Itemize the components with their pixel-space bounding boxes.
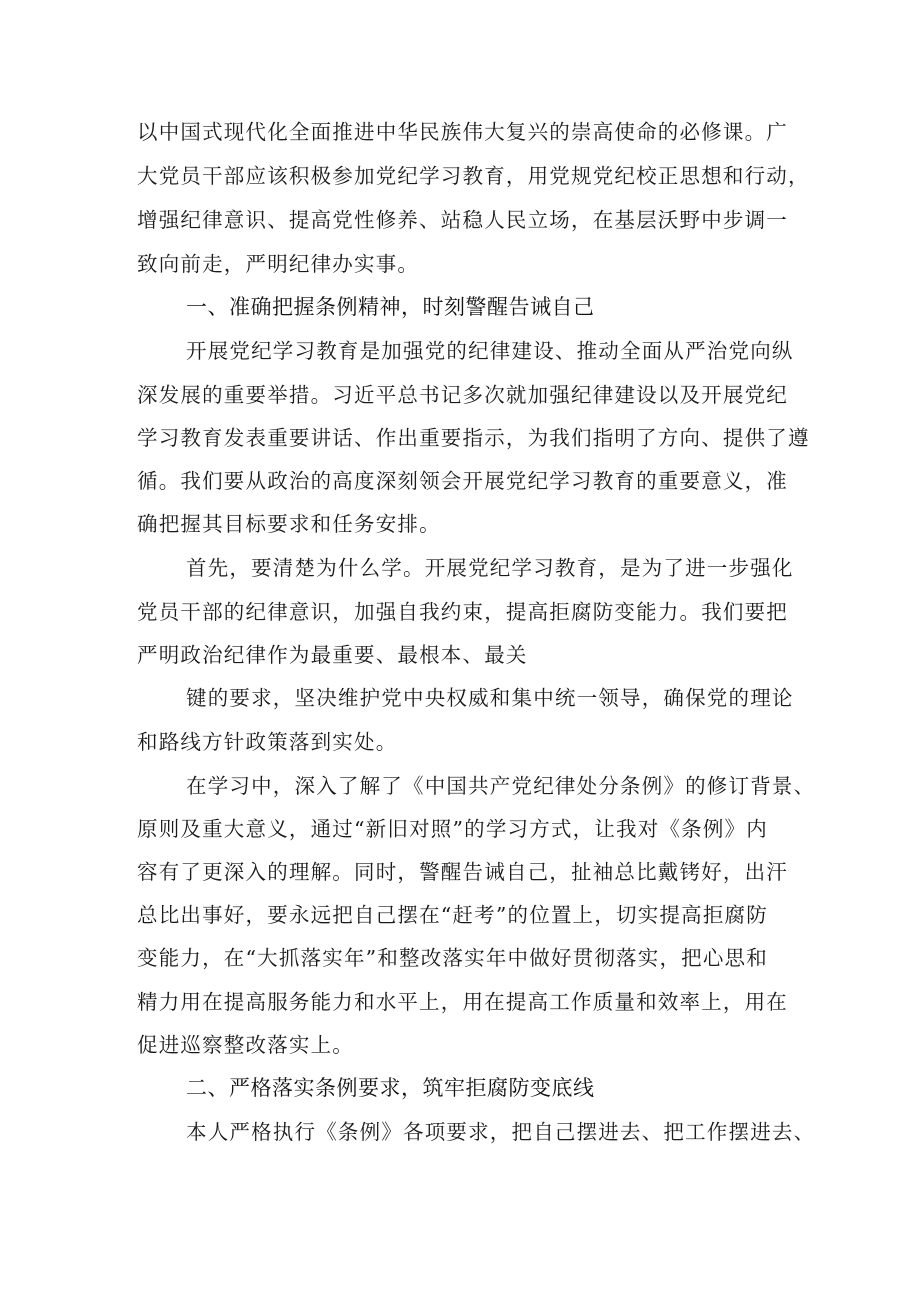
paragraph-line: 本人严格执行《条例》各项要求，把自己摆进去、把工作摆进去、 [186, 1120, 816, 1144]
paragraph-line: 致向前走，严明纪律办实事。 [137, 252, 420, 276]
section-heading-2: 二、严格落实条例要求，筑牢拒腐防变底线 [186, 1076, 595, 1100]
paragraph-line: 容有了更深入的理解。同时，警醒告诫自己，扯袖总比戴铐好，出汗 [137, 860, 788, 884]
paragraph-line: 深发展的重要举措。习近平总书记多次就加强纪律建设以及开展党纪 [137, 383, 788, 407]
paragraph-line: 以中国式现代化全面推进中华民族伟大复兴的崇高使命的必修课。广 [137, 120, 788, 144]
paragraph-line: 严明政治纪律作为最重要、最根本、最关 [137, 643, 528, 667]
paragraph-line: 党员干部的纪律意识，加强自我约束，提高拒腐防变能力。我们要把 [137, 600, 788, 624]
paragraph-line: 增强纪律意识、提高党性修养、站稳人民立场，在基层沃野中步调一 [137, 208, 788, 232]
paragraph-line: 大党员干部应该积极参加党纪学习教育，用党规党纪校正思想和行动， [137, 164, 810, 188]
paragraph-line: 总比出事好，要永远把自己摆在“赶考”的位置上，切实提高拒腐防 [137, 903, 768, 927]
paragraph-line: 学习教育发表重要讲话、作出重要指示，为我们指明了方向、提供了遵 [137, 426, 810, 450]
paragraph-line: 开展党纪学习教育是加强党的纪律建设、推动全面从严治党向纵 [186, 339, 794, 363]
paragraph-line: 和路线方针政策落到实处。 [137, 730, 398, 754]
paragraph-line: 在学习中，深入了解了《中国共产党纪律处分条例》的修订背景、 [186, 774, 816, 798]
paragraph-line: 原则及重大意义，通过“新旧对照”的学习方式，让我对《条例》内 [137, 817, 768, 841]
paragraph-line: 循。我们要从政治的高度深刻领会开展党纪学习教育的重要意义，准 [137, 469, 788, 493]
paragraph-line: 键的要求，坚决维护党中央权威和集中统一领导，确保党的理论 [186, 686, 794, 710]
paragraph-line: 确把握其目标要求和任务安排。 [137, 512, 441, 536]
paragraph-line: 首先，要清楚为什么学。开展党纪学习教育，是为了进一步强化 [186, 556, 794, 580]
paragraph-line: 促进巡察整改落实上。 [137, 1033, 354, 1057]
paragraph-line: 精力用在提高服务能力和水平上，用在提高工作质量和效率上，用在 [137, 990, 788, 1014]
paragraph-line: 变能力，在“大抓落实年”和整改落实年中做好贯彻落实，把心思和 [137, 946, 768, 970]
section-heading-1: 一、准确把握条例精神，时刻警醒告诫自己 [186, 295, 595, 319]
